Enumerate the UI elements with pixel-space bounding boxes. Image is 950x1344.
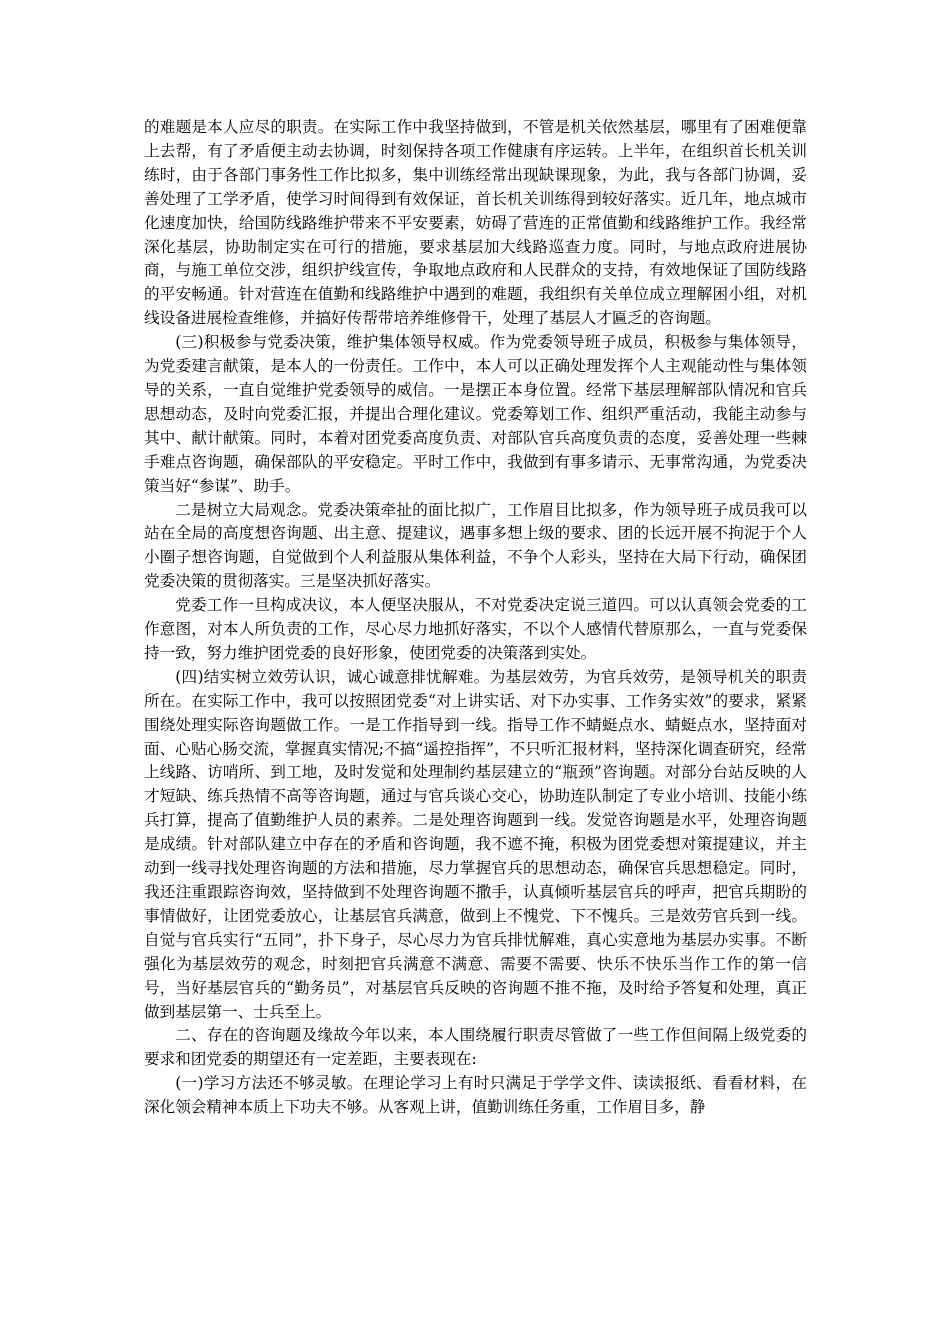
paragraph-4: 党委工作一旦构成决议，本人便坚决服从，不对党委决定说三道四。可以认真领会党委的工作意图，对本人所负责的工作，尽心尽力地抓好落实，不以个人感情代替原那么，一直与党委保持一致，努力维护团党委的良好形象，使团党委的决策落到实处。: [144, 596, 807, 662]
paragraph-7: (一)学习方法还不够灵敏。在理论学习上有时只满足于学学文件、读读报纸、看看材料，在深化领会精神本质上下功夫不够。从客观上讲，值勤训练任务重，工作眉目多，静: [144, 1074, 807, 1117]
document-page: [144, 116, 807, 1120]
paragraph-5: (四)结实树立效劳认识，诚心诚意排忧解难。为基层效劳，为官兵效劳，是领导机关的职责所在。在实际工作中，我可以按照团党委“对上讲实话、对下办实事、工作务实效”的要求，紧紧围绕处理实际咨询题做工作。一是工作指导到一线。指导工作不蜻蜓点水、蜻蜓点水，坚持面对面、心贴心肠交流，掌握真实情况;不搞“遥控指挥”，不只听汇报材料，坚持深化调查研究，经常上线路、访哨所、到工地，及时发觉和处理制约基层建立的“瓶颈”咨询题。对部分台站反映的人才短缺、练兵热情不高等咨询题，通过与官兵谈心交心，协助连队制定了专业小培训、技能小练兵打算，提高了值勤维护人员的素养。二是处理咨询题到一线。发觉咨询题是水平，处理咨询题是成绩。针对部队建立中存在的矛盾和咨询题，我不遮不掩，积极为团党委想对策提建议，并主动到一线寻找处理咨询题的方法和措施，尽力掌握官兵的思想动态，确保官兵思想稳定。同时，我还注重跟踪咨询效，坚持做到不处理咨询题不撒手，认真倾听基层官兵的呼声，把官兵期盼的事情做好，让团党委放心，让基层官兵满意，做到上不愧党、下不愧兵。三是效劳官兵到一线。自觉与官兵实行“五同”，扑下身子，尽心尽力为官兵排忧解难，真心实意地为基层办实事。不断强化为基层效劳的观念，时刻把官兵满意不满意、需要不需要、快乐不快乐当作工作的第一信号，当好基层官兵的“勤务员”，对基层官兵反映的咨询题不推不拖，及时给予答复和处理，真正做到基层第一、士兵至上。: [144, 667, 807, 1021]
paragraph-6: 二、存在的咨询题及缘故今年以来，本人围绕履行职责尽管做了一些工作但间隔上级党委的要求和团党委的期望还有一定差距，主要表现在:: [144, 1026, 807, 1069]
paragraph-1: 的难题是本人应尽的职责。在实际工作中我坚持做到，不管是机关依然基层，哪里有了困难便靠上去帮，有了矛盾便主动去协调，时刻保持各项工作健康有序运转。上半年，在组织首长机关训练时，由于各部门事务性工作比拟多，集中训练经常出现缺课现象，为此，我与各部门协调，妥善处理了工学矛盾，使学习时间得到有效保证，首长机关训练得到较好落实。近几年，地点城市化速度加快，给国防线路维护带来不平安要素，妨碍了营连的正常值勤和线路维护工作。我经常深化基层，协助制定实在可行的措施，要求基层加大线路巡查力度。同时，与地点政府进展协商，与施工单位交涉，组织护线宣传，争取地点政府和人民群众的支持，有效地保证了国防线路的平安畅通。针对营连在值勤和线路维护中遇到的难题，我组织有关单位成立理解困小组，对机线设备进展检查维修，并搞好传帮带培养维修骨干，处理了基层人才匾乏的咨询题。: [144, 118, 807, 328]
paragraph-3: 二是树立大局观念。党委决策牵扯的面比拟广，工作眉目比拟多，作为领导班子成员我可以站在全局的高度想咨询题、出主意、提建议，遇事多想上级的要求、团的长远开展不拘泥于个人小圈子想咨询题，自觉做到个人利益服从集体利益，不争个人彩头，坚持在大局下行动，确保团党委决策的贯彻落实。三是坚决抓好落实。: [144, 500, 807, 591]
paragraph-2: (三)积极参与党委决策，维护集体领导权威。作为党委领导班子成员，积极参与集体领导，为党委建言献策，是本人的一份责任。工作中，本人可以正确处理发挥个人主观能动性与集体领导的关系，一直自觉维护党委领导的威信。一是摆正本身位置。经常下基层理解部队情况和官兵思想动态，及时向党委汇报，并提出合理化建议。党委筹划工作、组织严重活动，我能主动参与其中、献计献策。同时，本着对团党委高度负责、对部队官兵高度负责的态度，妥善处理一些棘手难点咨询题，确保部队的平安稳定。平时工作中，我做到有事多请示、无事常沟通，为党委决策当好“参谋”、助手。: [144, 333, 807, 495]
